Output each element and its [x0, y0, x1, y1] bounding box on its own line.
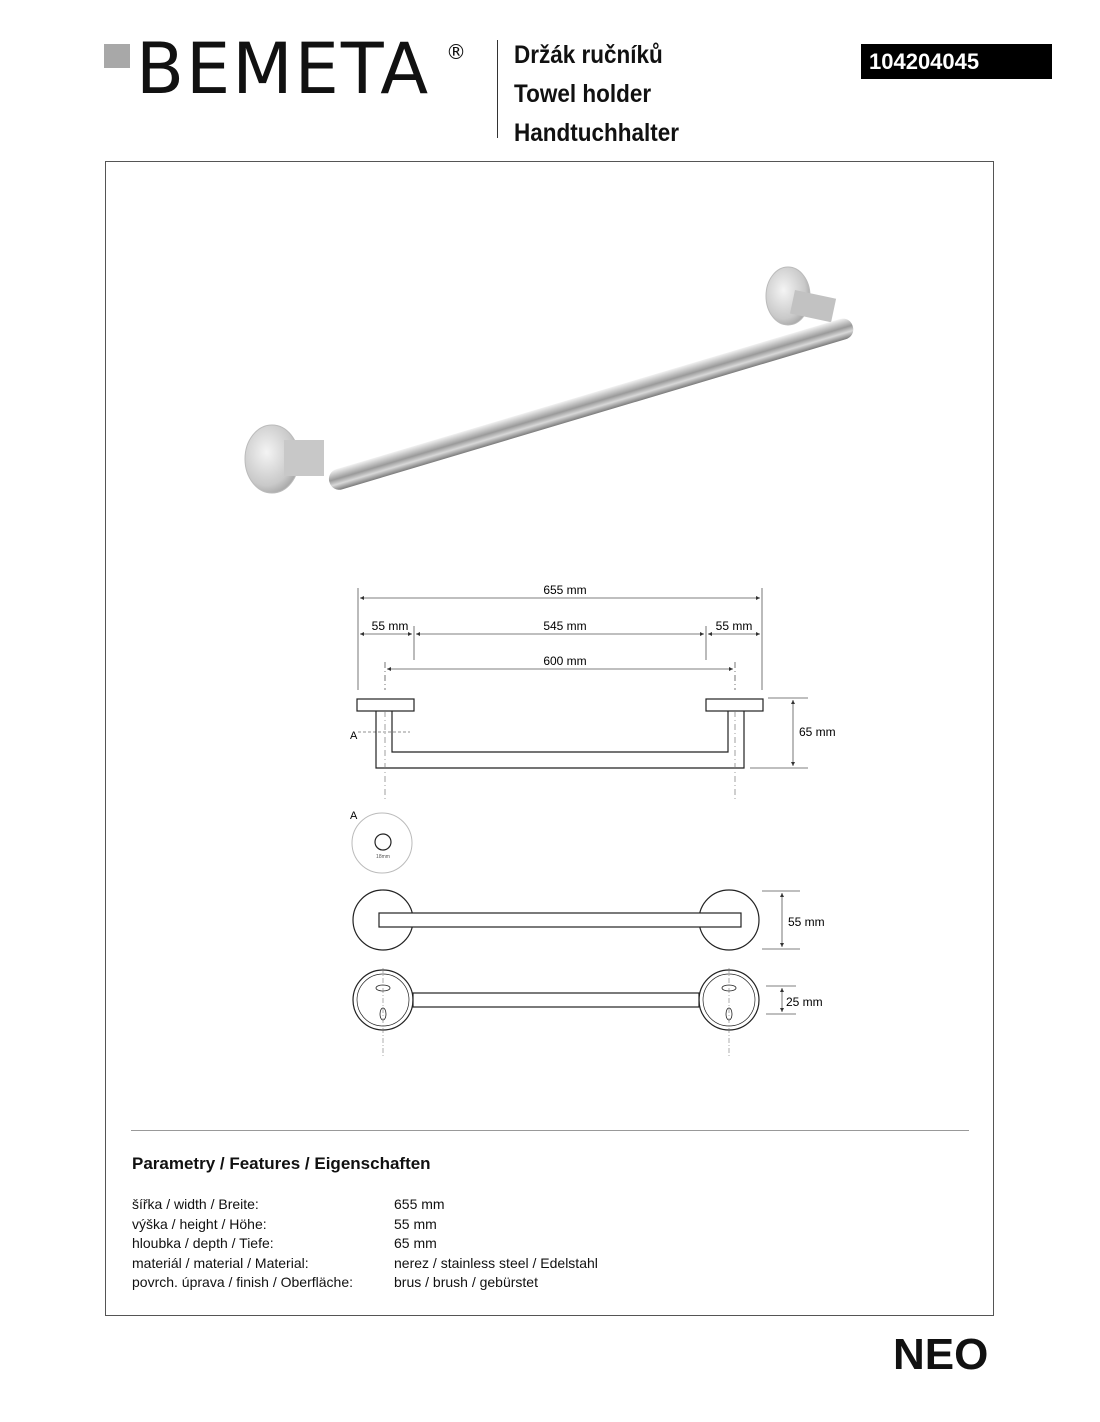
dim-middle-label: 545 mm — [543, 619, 587, 633]
features-title: Parametry / Features / Eigenschaften — [132, 1154, 431, 1173]
registered-mark: ® — [446, 40, 466, 64]
feature-label: šířka / width / Breite: — [132, 1196, 259, 1212]
feature-value: 55 mm — [394, 1215, 437, 1232]
dim-height-label: 55 mm — [788, 915, 825, 929]
section-a-label: A — [350, 730, 358, 742]
product-code: 104204045 — [861, 44, 1052, 79]
brand-logo: BEMETA — [136, 28, 431, 110]
dim-left-label: 55 mm — [371, 619, 409, 633]
side-view — [357, 699, 763, 800]
dim-axis-label: 600 mm — [543, 654, 587, 668]
front-view — [353, 890, 800, 950]
feature-label: materiál / material / Material: — [132, 1254, 309, 1271]
title-german: Handtuchhalter — [514, 119, 680, 147]
feature-label: povrch. úprava / finish / Oberfläche: — [132, 1274, 353, 1290]
feature-label: výška / height / Höhe: — [132, 1215, 267, 1232]
title-czech: Držák ručníků — [514, 41, 663, 69]
feature-value: brus / brush / gebürstet — [394, 1274, 538, 1290]
title-english: Towel holder — [514, 80, 652, 108]
feature-label: hloubka / depth / Tiefe: — [132, 1235, 274, 1251]
dim-total-label: 655 mm — [543, 583, 587, 597]
dim-bar-label: 25 mm — [786, 995, 823, 1009]
dimension-lines — [358, 588, 808, 768]
feature-value: nerez / stainless steel / Edelstahl — [394, 1254, 598, 1271]
feature-value: 65 mm — [394, 1235, 437, 1251]
detail-note: 18mm — [376, 854, 390, 860]
top-view — [353, 968, 796, 1058]
dim-depth-label: 65 mm — [799, 725, 836, 739]
feature-value: 655 mm — [394, 1196, 445, 1212]
section-divider — [131, 1130, 969, 1131]
detail-a-label: A — [350, 810, 358, 822]
dim-right-label: 55 mm — [715, 619, 753, 633]
product-photo — [245, 267, 856, 493]
detail-a — [352, 813, 412, 873]
series-name: NEO — [893, 1330, 989, 1379]
